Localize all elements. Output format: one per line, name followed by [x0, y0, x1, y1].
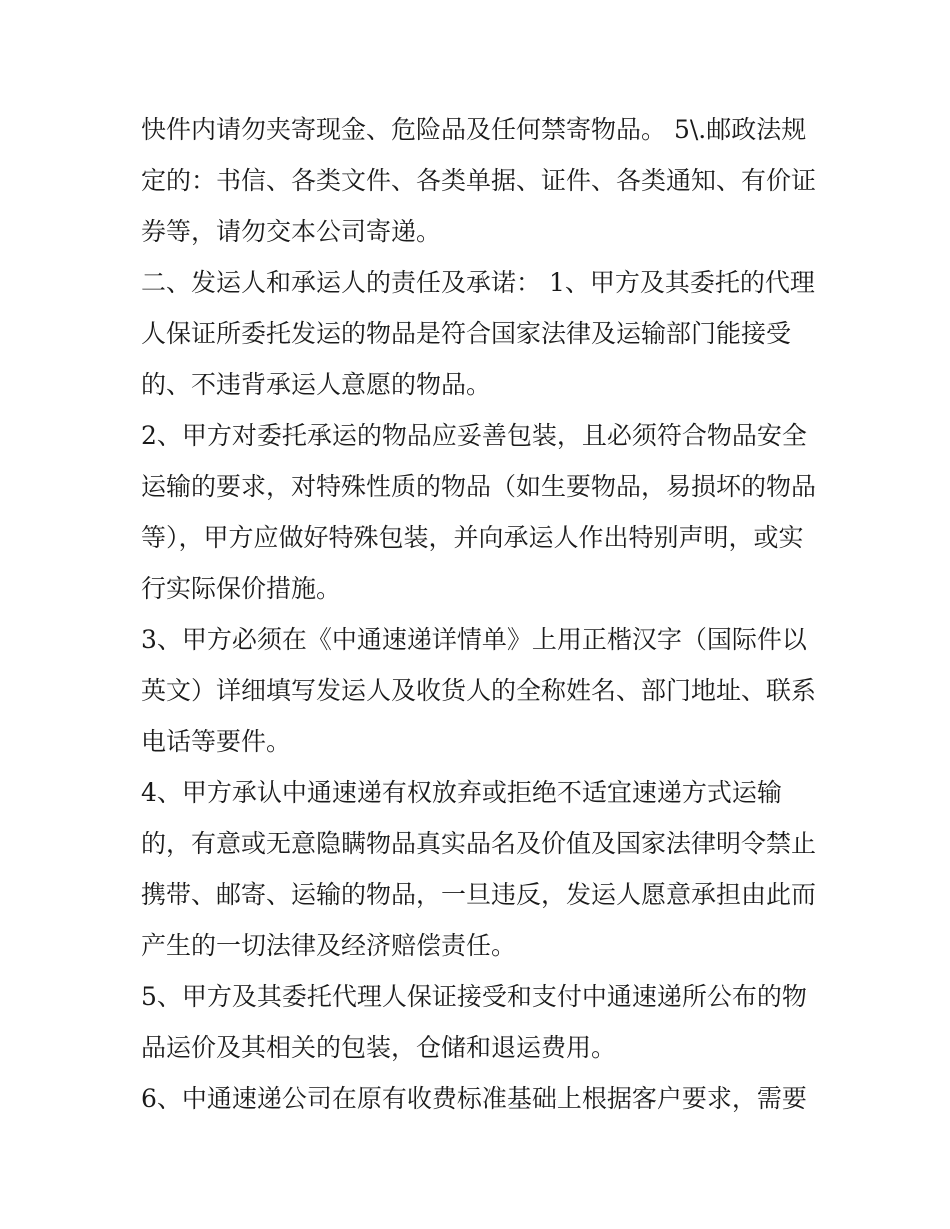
- paragraph: [141, 110, 821, 263]
- paragraph: [141, 263, 821, 416]
- paragraph: [141, 1079, 821, 1130]
- text-line: 定的：书信、各类文件、各类单据、证件、各类通知、有价证: [141, 166, 817, 195]
- text-line: 3、甲方必须在《中通速递详情单》上用正楷汉字（国际件以: [141, 625, 807, 654]
- paragraph: [141, 620, 821, 773]
- text-line: 携带、邮寄、运输的物品，一旦违反，发运人愿意承担由此而: [141, 880, 817, 909]
- text-line: 的，有意或无意隐瞒物品真实品名及价值及国家法律明令禁止: [141, 829, 817, 858]
- text-line: 券等，请勿交本公司寄递。: [141, 217, 442, 246]
- text-line: 的、不违背承运人意愿的物品。: [141, 370, 492, 399]
- text-line: 4、甲方承认中通速递有权放弃或拒绝不适宜速递方式运输: [141, 778, 782, 807]
- text-line: 人保证所委托发运的物品是符合国家法律及运输部门能接受: [141, 319, 792, 348]
- paragraph: [141, 416, 821, 620]
- text-line: 快件内请勿夹寄现金、危险品及任何禁寄物品。 5\.邮政法规: [141, 115, 807, 144]
- text-line: 6、中通速递公司在原有收费标准基础上根据客户要求，需要: [141, 1084, 807, 1113]
- document-body: [141, 110, 821, 1130]
- paragraph: [141, 773, 821, 977]
- text-line: 2、甲方对委托承运的物品应妥善包装，且必须符合物品安全: [141, 421, 807, 450]
- paragraph: [141, 977, 821, 1079]
- text-line: 品运价及其相关的包装，仓储和退运费用。: [141, 1033, 617, 1062]
- text-line: 英文）详细填写发运人及收货人的全称姓名、部门地址、联系: [141, 676, 817, 705]
- text-line: 二、发运人和承运人的责任及承诺： 1、甲方及其委托的代理: [141, 268, 815, 297]
- text-line: 产生的一切法律及经济赔偿责任。: [141, 931, 517, 960]
- text-line: 行实际保价措施。: [141, 574, 342, 603]
- text-line: 电话等要件。: [141, 727, 292, 756]
- text-line: 等），甲方应做好特殊包装，并向承运人作出特别声明，或实: [141, 523, 804, 552]
- text-line: 运输的要求，对特殊性质的物品（如生要物品，易损坏的物品: [141, 472, 817, 501]
- text-line: 5、甲方及其委托代理人保证接受和支付中通速递所公布的物: [141, 982, 807, 1011]
